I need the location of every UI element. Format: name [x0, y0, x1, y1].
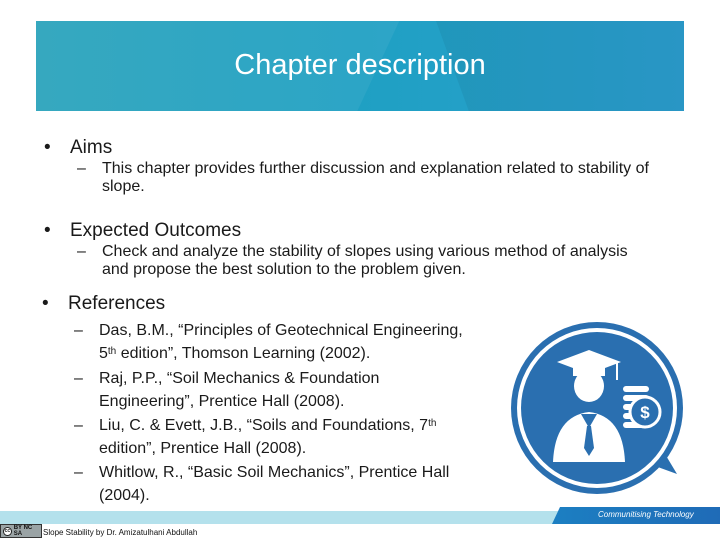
reference-2 [74, 367, 380, 413]
bullet: • [44, 220, 51, 241]
outcomes-text: Check and analyze the stability of slopes using various method of analysis and propose the best solution to the problem given. [102, 243, 628, 278]
reference-1-line-1: Das, B.M., “Principles of Geotechnical Engineering, [99, 322, 463, 339]
reference-2-line-1: Raj, P.P., “Soil Mechanics & Foundation [99, 370, 380, 387]
reference-3-line-2: edition”, Prentice Hall (2008). [99, 440, 307, 457]
reference-1-line-2: 5th edition”, Thomson Learning (2002). [99, 345, 371, 362]
footer-credit: Slope Stability by Dr. Amizatulhani Abdullah [43, 528, 198, 537]
outcomes-subitem [77, 243, 642, 279]
creative-commons-badge[interactable] [0, 524, 42, 538]
reference-4 [74, 461, 450, 507]
title-banner [36, 21, 684, 111]
reference-1 [74, 319, 463, 365]
dash: – [77, 243, 86, 260]
reference-4-line-1: Whitlow, R., “Basic Soil Mechanics”, Prentice Hall [99, 464, 450, 481]
outcomes-heading: Expected Outcomes [70, 220, 242, 241]
graduate-with-coins-icon [505, 316, 689, 498]
reference-3-line-1: Liu, C. & Evett, J.B., “Soils and Foundations, 7th [99, 417, 437, 434]
dash: – [74, 417, 83, 434]
cc-icon: cc [4, 527, 11, 534]
bullet: • [42, 293, 49, 314]
reference-4-line-2: (2004). [99, 487, 150, 504]
slide-title: Chapter description [234, 49, 486, 81]
footer-bar [0, 507, 720, 524]
references-heading: References [68, 293, 166, 314]
references-item [42, 293, 166, 315]
outcomes-item [44, 220, 242, 242]
dash: – [74, 464, 83, 481]
aims-subitem [77, 160, 662, 196]
aims-heading: Aims [70, 137, 113, 158]
bullet: • [44, 137, 51, 158]
reference-2-line-2: Engineering”, Prentice Hall (2008). [99, 393, 345, 410]
aims-text: This chapter provides further discussion and explanation related to stability of slope. [102, 160, 649, 195]
dash: – [77, 160, 86, 177]
footer-bar-light [0, 511, 560, 524]
cc-license-text: BY NC SA [13, 525, 33, 537]
dash: – [74, 322, 83, 339]
footer-tagline: Communitising Technology [598, 510, 694, 519]
aims-item [44, 137, 113, 159]
dash: – [74, 370, 83, 387]
reference-3 [74, 414, 437, 460]
svg-text:$: $ [640, 403, 650, 422]
